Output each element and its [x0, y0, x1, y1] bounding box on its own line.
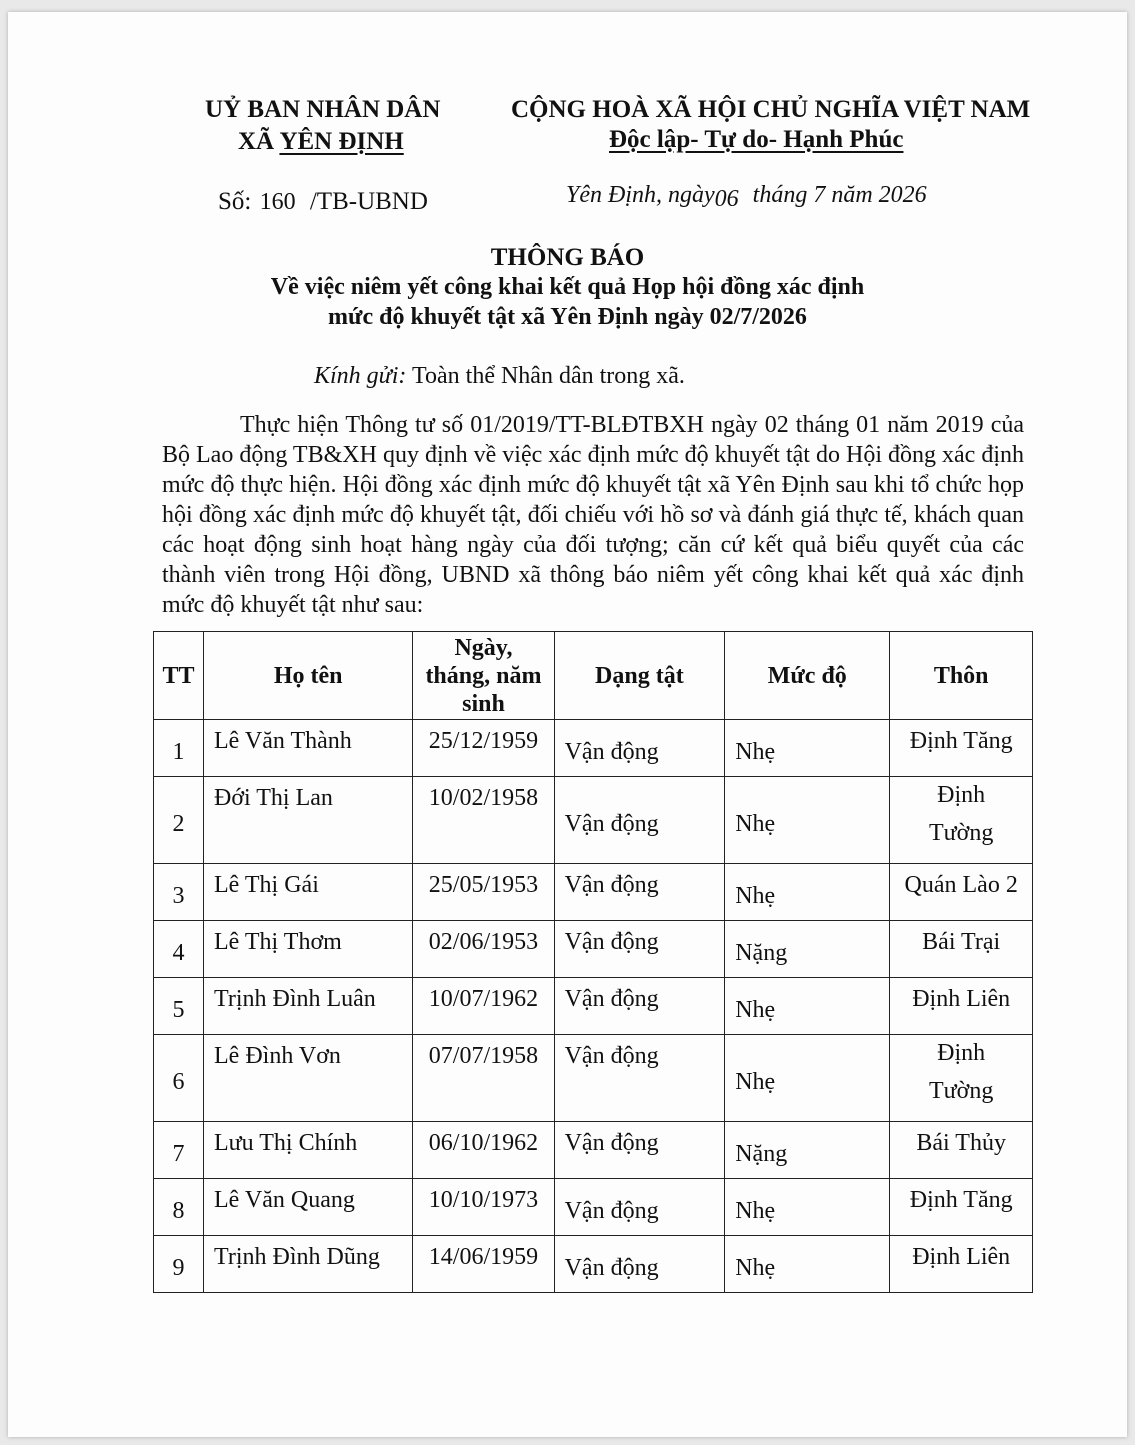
cell-tt: 8 — [154, 1179, 204, 1236]
cell-level: Nặng — [725, 921, 890, 978]
body-paragraph — [162, 410, 1024, 620]
recipient-value: Toàn thể Nhân dân trong xã. — [412, 363, 685, 389]
table-row — [154, 978, 1033, 1035]
table-row — [154, 1236, 1033, 1293]
number-label: Số: — [218, 188, 252, 215]
notice-title: THÔNG BÁO — [490, 244, 645, 271]
cell-village-line2: Tường — [929, 820, 994, 846]
cell-name: Lưu Thị Chính — [204, 1122, 413, 1179]
col-header-dob-l3: sinh — [462, 690, 505, 717]
cell-type: Vận động — [554, 1236, 725, 1293]
document-date — [566, 182, 927, 212]
cell-tt: 1 — [154, 720, 204, 777]
number-value: 160 — [259, 189, 296, 215]
table-row — [154, 1179, 1033, 1236]
cell-level: Nhẹ — [725, 1179, 890, 1236]
cell-village — [890, 1236, 1033, 1293]
cell-name: Đới Thị Lan — [204, 777, 413, 864]
cell-level: Nhẹ — [725, 1035, 890, 1122]
nation-title: CỘNG HOÀ XÃ HỘI CHỦ NGHĨA VIỆT NAM — [511, 96, 1031, 123]
cell-name: Lê Văn Thành — [204, 720, 413, 777]
cell-village-line1: Định — [937, 782, 986, 808]
cell-level: Nặng — [725, 1122, 890, 1179]
cell-village-line1: Định Tăng — [909, 728, 1013, 754]
table-row — [154, 921, 1033, 978]
cell-level: Nhẹ — [725, 978, 890, 1035]
table-header-row — [154, 632, 1033, 720]
cell-type: Vận động — [554, 1179, 725, 1236]
cell-village-line1: Định Liên — [912, 986, 1011, 1012]
number-suffix: /TB-UBND — [309, 188, 428, 215]
cell-tt: 9 — [154, 1236, 204, 1293]
col-header-village: Thôn — [890, 632, 1033, 720]
cell-village-line1: Quán Lào 2 — [904, 872, 1018, 898]
disability-results-table — [153, 631, 1033, 1293]
col-header-dob-l2: tháng, năm — [425, 662, 542, 689]
table-row — [154, 720, 1033, 777]
table-row — [154, 1122, 1033, 1179]
table-row — [154, 777, 1033, 864]
date-prefix: Yên Định, ngày — [566, 182, 715, 208]
cell-dob: 10/10/1973 — [413, 1179, 554, 1236]
cell-type: Vận động — [554, 777, 725, 864]
cell-name: Lê Thị Gái — [204, 864, 413, 921]
cell-name: Trịnh Đình Dũng — [204, 1236, 413, 1293]
cell-name: Trịnh Đình Luân — [204, 978, 413, 1035]
table-row — [154, 864, 1033, 921]
cell-type: Vận động — [554, 1035, 725, 1122]
cell-dob: 25/05/1953 — [413, 864, 554, 921]
cell-dob: 10/02/1958 — [413, 777, 554, 864]
cell-village — [890, 978, 1033, 1035]
cell-tt: 2 — [154, 777, 204, 864]
cell-level: Nhẹ — [725, 777, 890, 864]
cell-dob: 07/07/1958 — [413, 1035, 554, 1122]
notice-subject-line2: mức độ khuyết tật xã Yên Định ngày 02/7/2026 — [328, 304, 807, 330]
cell-tt: 7 — [154, 1122, 204, 1179]
cell-village-line1: Định Tăng — [909, 1187, 1013, 1213]
cell-dob: 10/07/1962 — [413, 978, 554, 1035]
cell-level: Nhẹ — [725, 1236, 890, 1293]
col-header-dob — [413, 632, 554, 720]
table-row — [154, 1035, 1033, 1122]
cell-name: Lê Đình Vơn — [204, 1035, 413, 1122]
cell-village — [890, 1035, 1033, 1122]
cell-tt: 5 — [154, 978, 204, 1035]
issuer-line2-prefix: XÃ — [238, 128, 280, 155]
recipient-label: Kính gửi: — [314, 363, 407, 389]
cell-village — [890, 921, 1033, 978]
cell-type: Vận động — [554, 1122, 725, 1179]
cell-village — [890, 777, 1033, 864]
cell-level: Nhẹ — [725, 720, 890, 777]
cell-tt: 6 — [154, 1035, 204, 1122]
cell-type: Vận động — [554, 921, 725, 978]
cell-dob: 14/06/1959 — [413, 1236, 554, 1293]
body-text: Thực hiện Thông tư số 01/2019/TT-BLĐTBXH ngày 02 tháng 01 năm 2019 của Bộ Lao động TB&XH quy định về việc xác định mức độ khuyết tật do Hội đồng xác định mức độ thực hiện. Hội đồng xác định mức độ khuyết tật xã Yên Định sau khi tổ chức họp hội đồng xác định mức độ khuyết tật, đối chiếu với hồ sơ và đánh giá thực tế, khách quan các hoạt động sinh hoạt hàng ngày của đối tượng; căn cứ kết quả biểu quyết của các thành viên trong Hội đồng, UBND xã thông báo niêm yết công khai kết quả xác định mức độ khuyết tật như sau: — [162, 412, 1024, 618]
cell-tt: 4 — [154, 921, 204, 978]
recipient — [314, 363, 685, 390]
notice-subject-line1: Về việc niêm yết công khai kết quả Họp hội đồng xác định — [270, 274, 865, 300]
cell-level: Nhẹ — [725, 864, 890, 921]
col-header-name: Họ tên — [204, 632, 413, 720]
col-header-level: Mức độ — [725, 632, 890, 720]
cell-village-line1: Định Liên — [912, 1244, 1011, 1270]
cell-type: Vận động — [554, 978, 725, 1035]
cell-dob: 25/12/1959 — [413, 720, 554, 777]
cell-village — [890, 1122, 1033, 1179]
date-rest: tháng 7 năm 2026 — [752, 182, 927, 208]
cell-name: Lê Văn Quang — [204, 1179, 413, 1236]
cell-type: Vận động — [554, 864, 725, 921]
issuer-line2 — [238, 128, 404, 156]
table-body — [154, 720, 1033, 1293]
cell-village-line1: Bái Thủy — [916, 1130, 1006, 1156]
col-header-dob-l1: Ngày, — [454, 634, 513, 661]
cell-dob: 06/10/1962 — [413, 1122, 554, 1179]
cell-village-line2: Tường — [929, 1078, 994, 1104]
issuer-line2-name: YÊN ĐỊNH — [279, 128, 404, 155]
document-number — [218, 188, 428, 216]
cell-tt: 3 — [154, 864, 204, 921]
cell-village — [890, 864, 1033, 921]
col-header-type: Dạng tật — [554, 632, 725, 720]
cell-dob: 02/06/1953 — [413, 921, 554, 978]
issuer-line1: UỶ BAN NHÂN DÂN — [205, 96, 441, 123]
col-header-tt: TT — [154, 632, 204, 720]
date-day: 06 — [714, 186, 739, 212]
nation-motto: Độc lập- Tự do- Hạnh Phúc — [609, 126, 904, 153]
cell-village-line1: Định — [937, 1040, 986, 1066]
cell-name: Lê Thị Thơm — [204, 921, 413, 978]
cell-village-line1: Bái Trại — [922, 929, 1001, 955]
cell-village — [890, 720, 1033, 777]
cell-village — [890, 1179, 1033, 1236]
cell-type: Vận động — [554, 720, 725, 777]
